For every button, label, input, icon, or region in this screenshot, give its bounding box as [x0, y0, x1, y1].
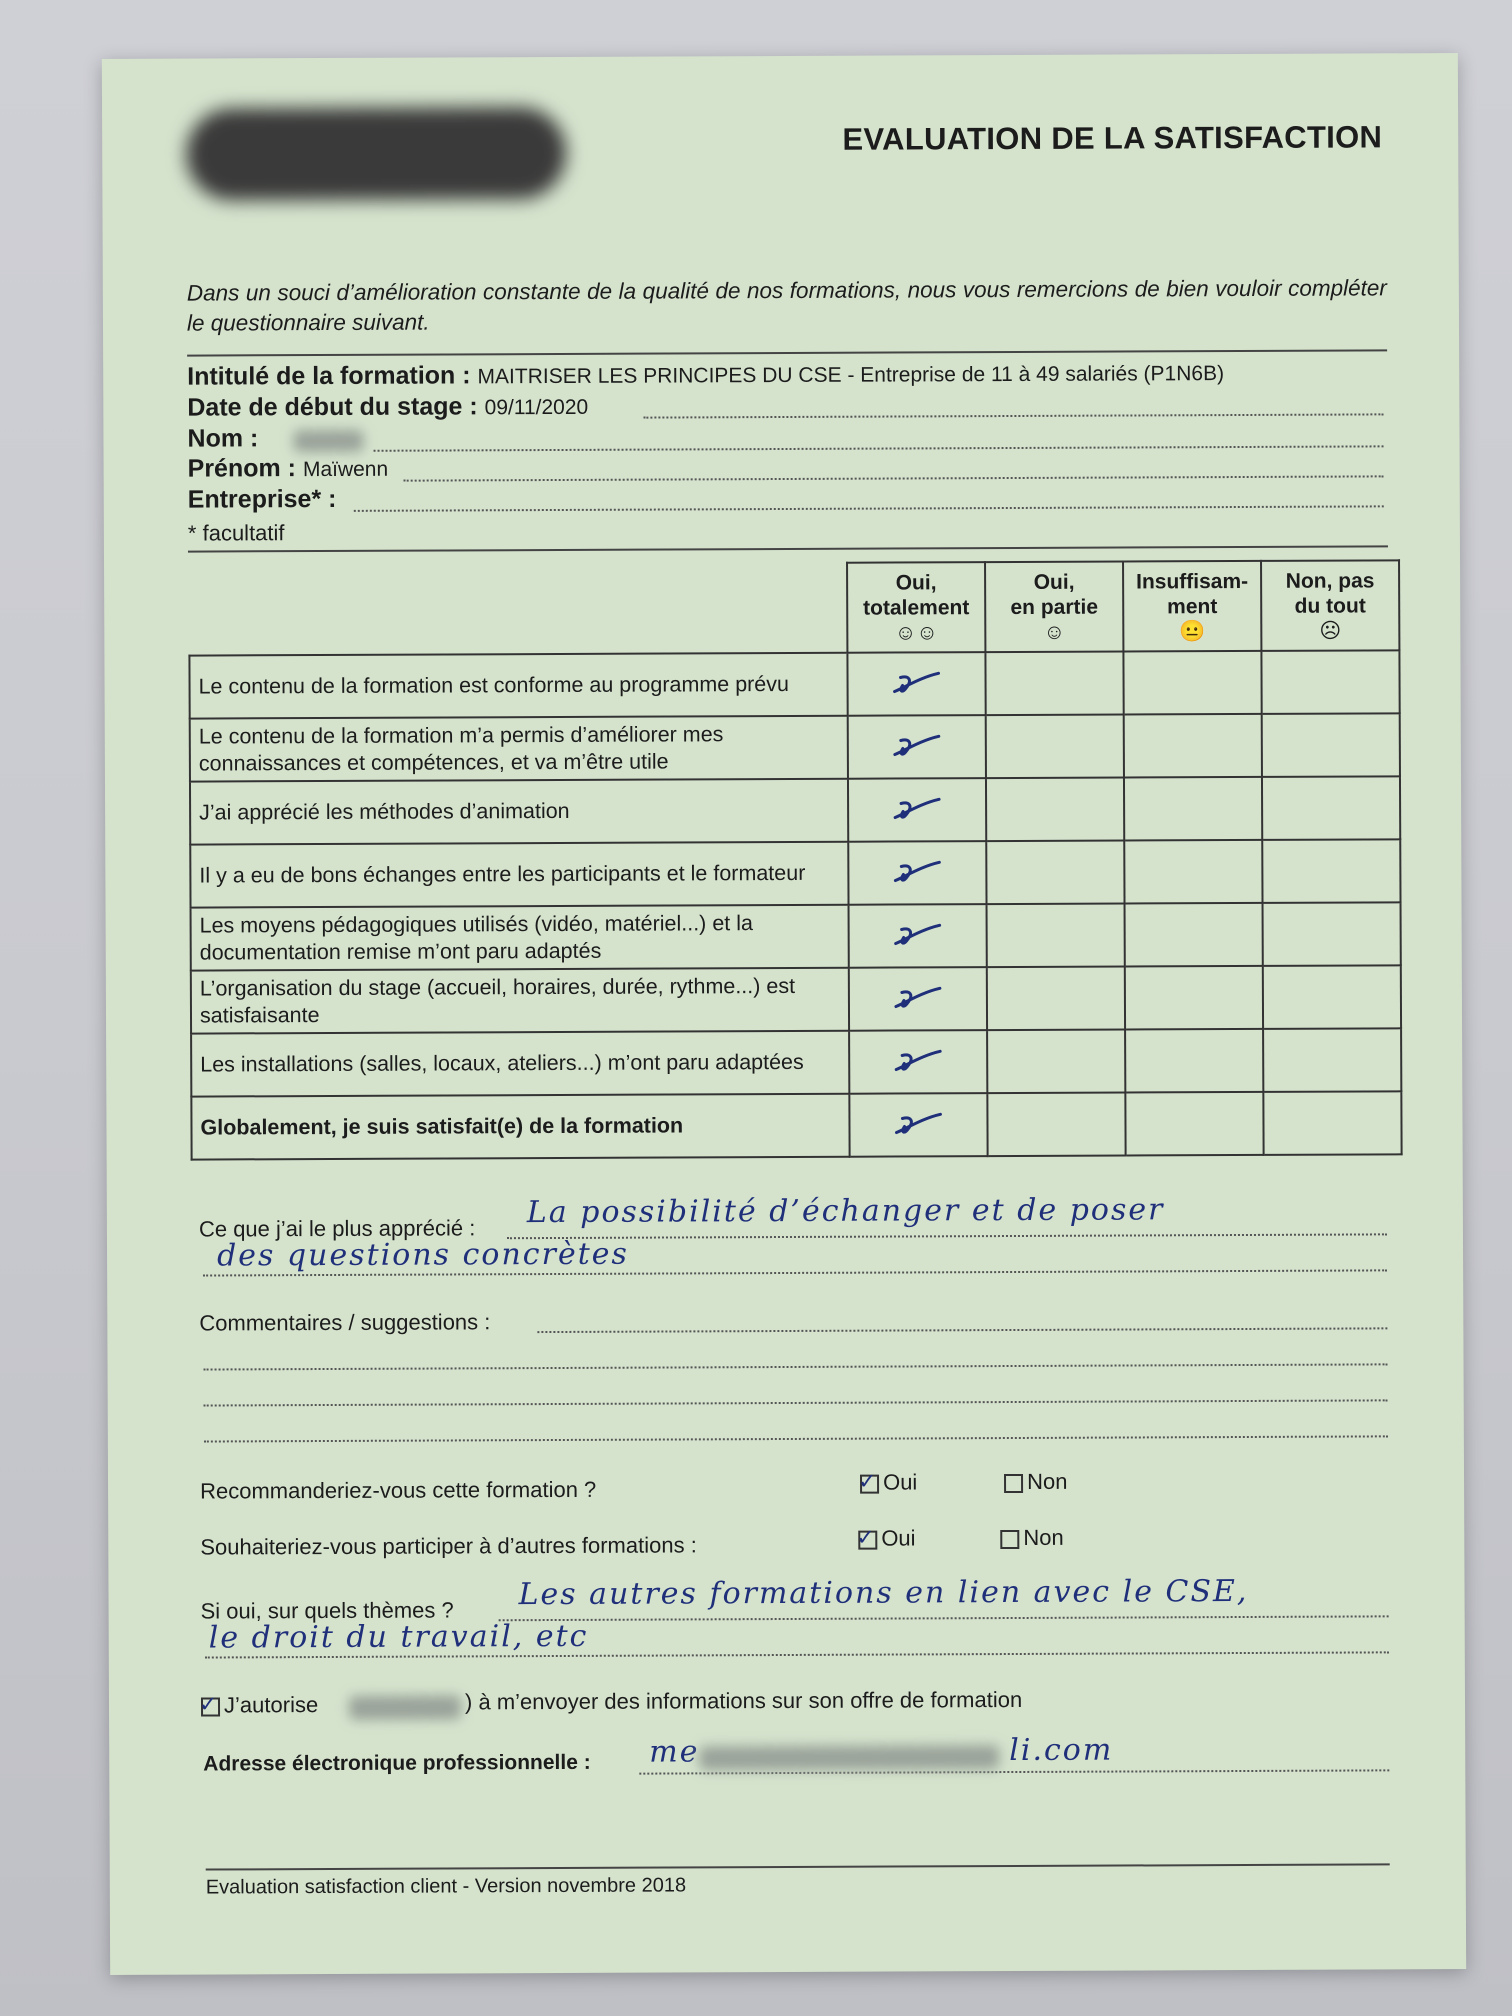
table-row — [190, 713, 1400, 781]
redacted-email — [699, 1745, 999, 1770]
column-header-line1: Non, pas — [1285, 568, 1375, 593]
smiley-icon: ☺ — [1043, 620, 1066, 644]
answer-cell[interactable] — [1123, 651, 1261, 715]
column-header-line1: Oui, — [895, 570, 937, 595]
dotted-line — [204, 1399, 1388, 1406]
recommend-label: Recommanderiez-vous cette formation ? — [200, 1476, 597, 1504]
recommend-no[interactable]: Non — [1004, 1469, 1067, 1495]
entreprise-label: Entreprise* : — [187, 484, 337, 514]
intro-text: Dans un souci d’amélioration constante de la qualité de nos formations, nous vous remercions de bien vouloir compléter le questionnaire suivant. — [186, 275, 1387, 336]
divider — [188, 545, 1388, 552]
authorize-line: ✓ J’autorise — [198, 1691, 319, 1718]
checkbox-empty[interactable] — [1004, 1474, 1023, 1493]
themes-label: Si oui, sur quels thèmes ? — [200, 1597, 454, 1624]
satisfaction-table — [188, 559, 1403, 1160]
answer-cell[interactable] — [986, 841, 1124, 905]
dotted-line — [374, 445, 1384, 451]
handwritten-check-mark — [891, 856, 943, 886]
answer-cell[interactable] — [1125, 903, 1263, 967]
answer-cell[interactable] — [1263, 902, 1401, 966]
handwritten-check-mark — [892, 982, 944, 1012]
comments-label: Commentaires / suggestions : — [199, 1309, 491, 1336]
intitule-value: MAITRISER LES PRINCIPES DU CSE - Entreprise de 11 à 49 salariés (P1N6B) — [477, 362, 1225, 389]
question-text: Il y a eu de bons échanges entre les participants et le formateur — [190, 842, 848, 908]
handwritten-check-mark — [892, 919, 944, 949]
date-label: Date de début du stage : — [187, 392, 478, 422]
answer-cell[interactable] — [986, 715, 1124, 779]
column-header-line1: Oui, — [1033, 570, 1075, 594]
question-text: L’organisation du stage (accueil, horaires, durée, rythme...) est satisfaisante — [191, 968, 849, 1034]
checkbox-checked[interactable]: ✓ — [201, 1697, 220, 1716]
answer-cell[interactable] — [848, 841, 986, 905]
handwritten-check-mark — [892, 1045, 944, 1075]
dotted-line — [404, 475, 1384, 481]
answer-cell[interactable] — [1125, 1092, 1263, 1156]
table-row — [190, 839, 1400, 907]
answer-cell[interactable] — [1263, 1091, 1401, 1155]
authorize-suffix: ) à m’envoyer des informations sur son offre de formation — [464, 1686, 1023, 1715]
nom-label: Nom : — [187, 424, 259, 453]
redacted-company — [349, 1695, 461, 1719]
appreciated-label: Ce que j’ai le plus apprécié : — [198, 1215, 476, 1242]
checkbox-empty[interactable] — [1000, 1530, 1019, 1549]
table-row — [191, 1028, 1401, 1096]
handwritten-check-mark — [890, 667, 942, 697]
prenom-value: Maïwenn — [302, 457, 389, 482]
answer-cell[interactable] — [987, 1093, 1125, 1157]
field-date — [187, 392, 588, 423]
intitule-label: Intitulé de la formation : — [187, 361, 471, 391]
column-header — [847, 562, 985, 653]
table-row — [191, 902, 1401, 970]
table-row — [190, 776, 1400, 844]
answer-cell[interactable] — [849, 1093, 987, 1157]
handwritten-check-mark — [892, 1108, 944, 1138]
column-header — [985, 562, 1123, 653]
answer-cell[interactable] — [1124, 777, 1262, 841]
dotted-line — [507, 1233, 1387, 1239]
table-corner — [189, 563, 847, 656]
checkbox-checked[interactable]: ✓ — [858, 1530, 877, 1549]
answer-cell[interactable] — [1125, 1029, 1263, 1093]
recommend-yes[interactable]: ✓ Oui — [857, 1468, 918, 1495]
dotted-line — [643, 413, 1383, 418]
form-sheet — [102, 53, 1466, 1975]
table-row — [191, 965, 1401, 1033]
column-header — [1123, 561, 1261, 652]
answer-cell[interactable] — [849, 1030, 987, 1094]
email-label: Adresse électronique professionnelle : — [203, 1750, 591, 1776]
prenom-label: Prénom : — [187, 454, 297, 483]
handwritten-check-mark — [891, 793, 943, 823]
divider — [187, 349, 1387, 356]
smiley-icon: 😐 — [1179, 619, 1206, 643]
page-title: EVALUATION DE LA SATISFACTION — [842, 119, 1383, 157]
appreciated-answer-2: des questions concrètes — [216, 1236, 629, 1274]
email-suffix: li.com — [1009, 1732, 1114, 1769]
checkbox-checked[interactable]: ✓ — [860, 1474, 879, 1493]
question-text: Le contenu de la formation est conforme au programme prévu — [189, 653, 847, 719]
answer-cell[interactable] — [985, 652, 1123, 716]
question-text: Globalement, je suis satisfait(e) de la formation — [191, 1094, 849, 1160]
field-entreprise — [188, 485, 337, 515]
smiley-icon: ☺☺ — [894, 620, 938, 645]
column-header-line1: Insuffisam- — [1136, 569, 1249, 593]
answer-cell[interactable] — [848, 778, 986, 842]
answer-cell[interactable] — [1263, 1028, 1401, 1092]
dotted-line — [204, 1435, 1388, 1442]
column-header-line2: totalement — [863, 595, 970, 620]
column-header-line2: ment — [1167, 594, 1218, 618]
question-text: J’ai apprécié les méthodes d’animation — [190, 779, 848, 845]
dotted-line — [354, 505, 1384, 511]
field-prenom — [188, 454, 389, 484]
question-text: Les moyens pédagogiques utilisés (vidéo, matériel...) et la documentation remise m’ont paru adaptés — [191, 905, 849, 971]
answer-cell[interactable] — [848, 715, 986, 779]
facultatif-note: * facultatif — [187, 520, 285, 546]
answer-cell[interactable] — [1262, 713, 1400, 777]
answer-cell[interactable] — [1124, 840, 1262, 904]
answer-cell[interactable] — [849, 967, 987, 1031]
dotted-line — [639, 1769, 1389, 1774]
themes-answer-1: Les autres formations en lien avec le CSE, — [518, 1573, 1249, 1613]
answer-cell[interactable] — [1262, 776, 1400, 840]
field-intitule — [187, 358, 1224, 392]
other-trainings-label: Souhaiteriez-vous participer à d’autres formations : — [200, 1532, 697, 1560]
column-header-line2: en partie — [1010, 595, 1099, 619]
dotted-line — [499, 1615, 1389, 1621]
question-text: Le contenu de la formation m’a permis d’améliorer mes connaissances et compétences, et va m’être utile — [190, 716, 848, 782]
answer-cell[interactable] — [1125, 966, 1263, 1030]
answer-cell[interactable] — [849, 904, 987, 968]
other-trainings-no[interactable]: Non — [1000, 1525, 1063, 1551]
answer-cell[interactable] — [987, 967, 1125, 1031]
answer-cell[interactable] — [1262, 839, 1400, 903]
answer-cell[interactable] — [1261, 650, 1399, 714]
question-text: Les installations (salles, locaux, ateliers...) m’ont paru adaptées — [191, 1031, 849, 1097]
table-row — [191, 1091, 1401, 1159]
answer-cell[interactable] — [987, 1030, 1125, 1094]
dotted-line — [204, 1363, 1388, 1370]
dotted-line — [537, 1327, 1387, 1333]
blurred-logo — [186, 107, 566, 201]
answer-cell[interactable] — [1124, 714, 1262, 778]
redacted-name — [293, 430, 363, 452]
table-row — [189, 650, 1399, 718]
smiley-icon: ☹ — [1319, 619, 1342, 643]
other-trainings-yes[interactable]: ✓ Oui — [856, 1524, 916, 1551]
handwritten-check-mark — [891, 730, 943, 760]
date-value: 09/11/2020 — [484, 395, 589, 420]
divider — [206, 1863, 1390, 1870]
appreciated-answer-1: La possibilité d’échanger et de poser — [526, 1192, 1165, 1231]
email-prefix: me — [649, 1734, 700, 1770]
footer-text: Evaluation satisfaction client - Version novembre 2018 — [205, 1874, 687, 1899]
themes-answer-2: le droit du travail, etc — [208, 1618, 589, 1656]
column-header-line2: du tout — [1294, 593, 1366, 618]
field-nom — [187, 424, 258, 453]
column-header — [1261, 560, 1399, 651]
answer-cell[interactable] — [1263, 965, 1401, 1029]
answer-cell[interactable] — [987, 904, 1125, 968]
answer-cell[interactable] — [847, 652, 985, 716]
answer-cell[interactable] — [986, 778, 1124, 842]
